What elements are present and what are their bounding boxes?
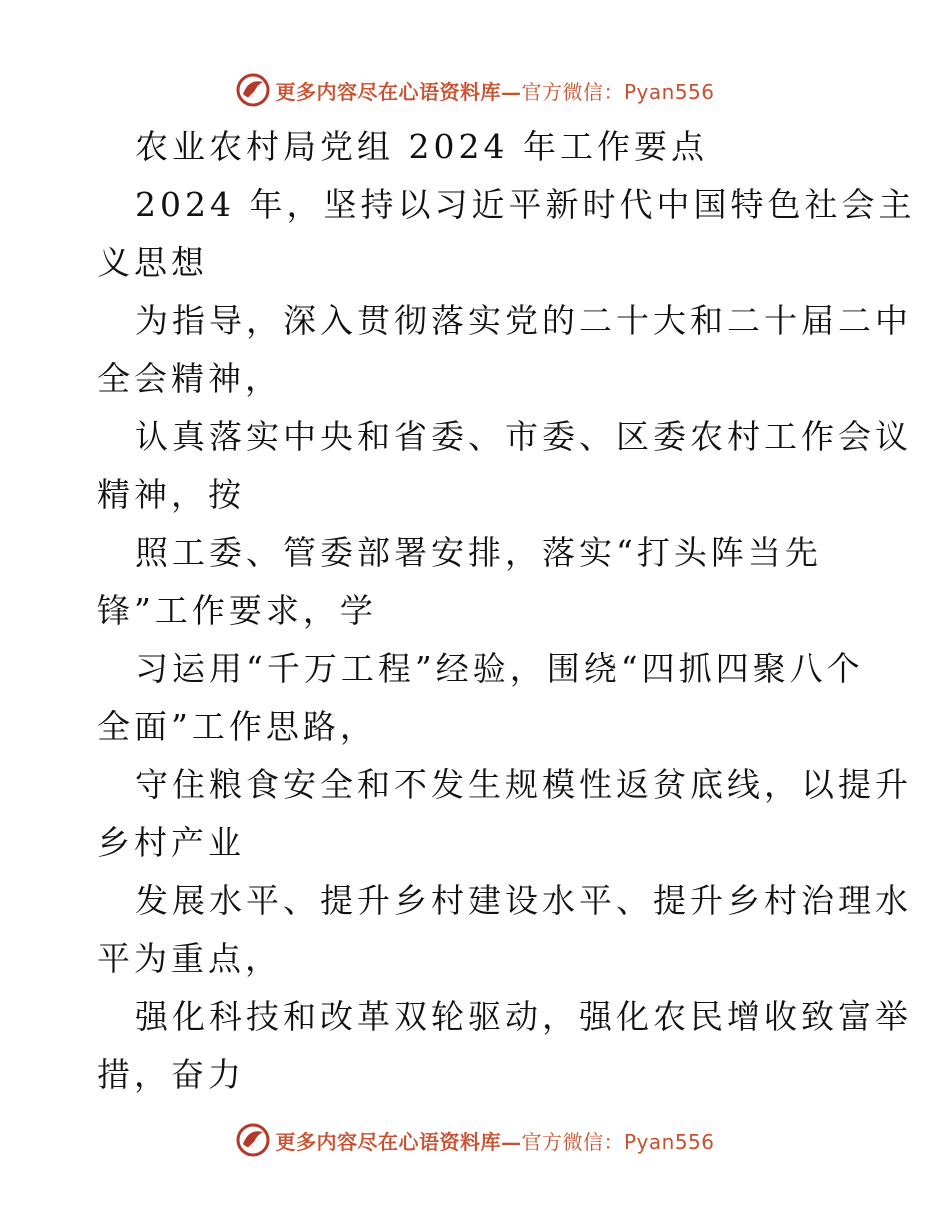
xinyu-logo-icon: [235, 1122, 271, 1158]
watermark-wechat-label: 官方微信：: [521, 1129, 624, 1154]
paragraph-line: 平为重点，: [97, 939, 282, 978]
paragraph-line: 义思想: [97, 243, 208, 282]
paragraph-line: 全面”工作思路，: [97, 707, 377, 746]
paragraph-line: 全会精神，: [97, 359, 282, 398]
paragraph-line: 认真落实中央和省委、市委、区委农村工作会议: [135, 417, 912, 456]
watermark-dash: —: [500, 79, 522, 104]
watermark-main-text: 更多内容尽在心语资料库: [275, 1129, 501, 1154]
watermark-wechat-id: Pyan556: [623, 1129, 715, 1154]
watermark-wechat-id: Pyan556: [623, 79, 715, 104]
xinyu-logo-icon: [235, 72, 271, 108]
paragraph-line: 习运用“千万工程”经验，围绕“四抓四聚八个: [135, 649, 864, 688]
watermark-dash: —: [500, 1129, 522, 1154]
paragraph-line: 锋”工作要求，学: [97, 591, 377, 630]
footer-watermark: [0, 1120, 950, 1160]
watermark-wechat-label: 官方微信：: [521, 79, 624, 104]
header-watermark: [0, 70, 950, 110]
paragraph-line: 为指导，深入贯彻落实党的二十大和二十届二中: [135, 301, 912, 340]
paragraph-line: 照工委、管委部署安排，落实“打头阵当先: [135, 533, 822, 572]
paragraph-line: 措，奋力: [97, 1055, 245, 1094]
paragraph-line: 发展水平、提升乡村建设水平、提升乡村治理水: [135, 881, 912, 920]
document-title: 农业农村局党组 2024 年工作要点: [135, 127, 708, 166]
paragraph-line: 守住粮食安全和不发生规模性返贫底线，以提升: [135, 765, 912, 804]
paragraph-line: 2024 年，坚持以习近平新时代中国特色社会主: [135, 185, 916, 224]
watermark-main-text: 更多内容尽在心语资料库: [275, 79, 501, 104]
paragraph-line: 乡村产业: [97, 823, 245, 862]
paragraph-line: 强化科技和改革双轮驱动，强化农民增收致富举: [135, 997, 912, 1036]
paragraph-line: 精神，按: [97, 475, 245, 514]
